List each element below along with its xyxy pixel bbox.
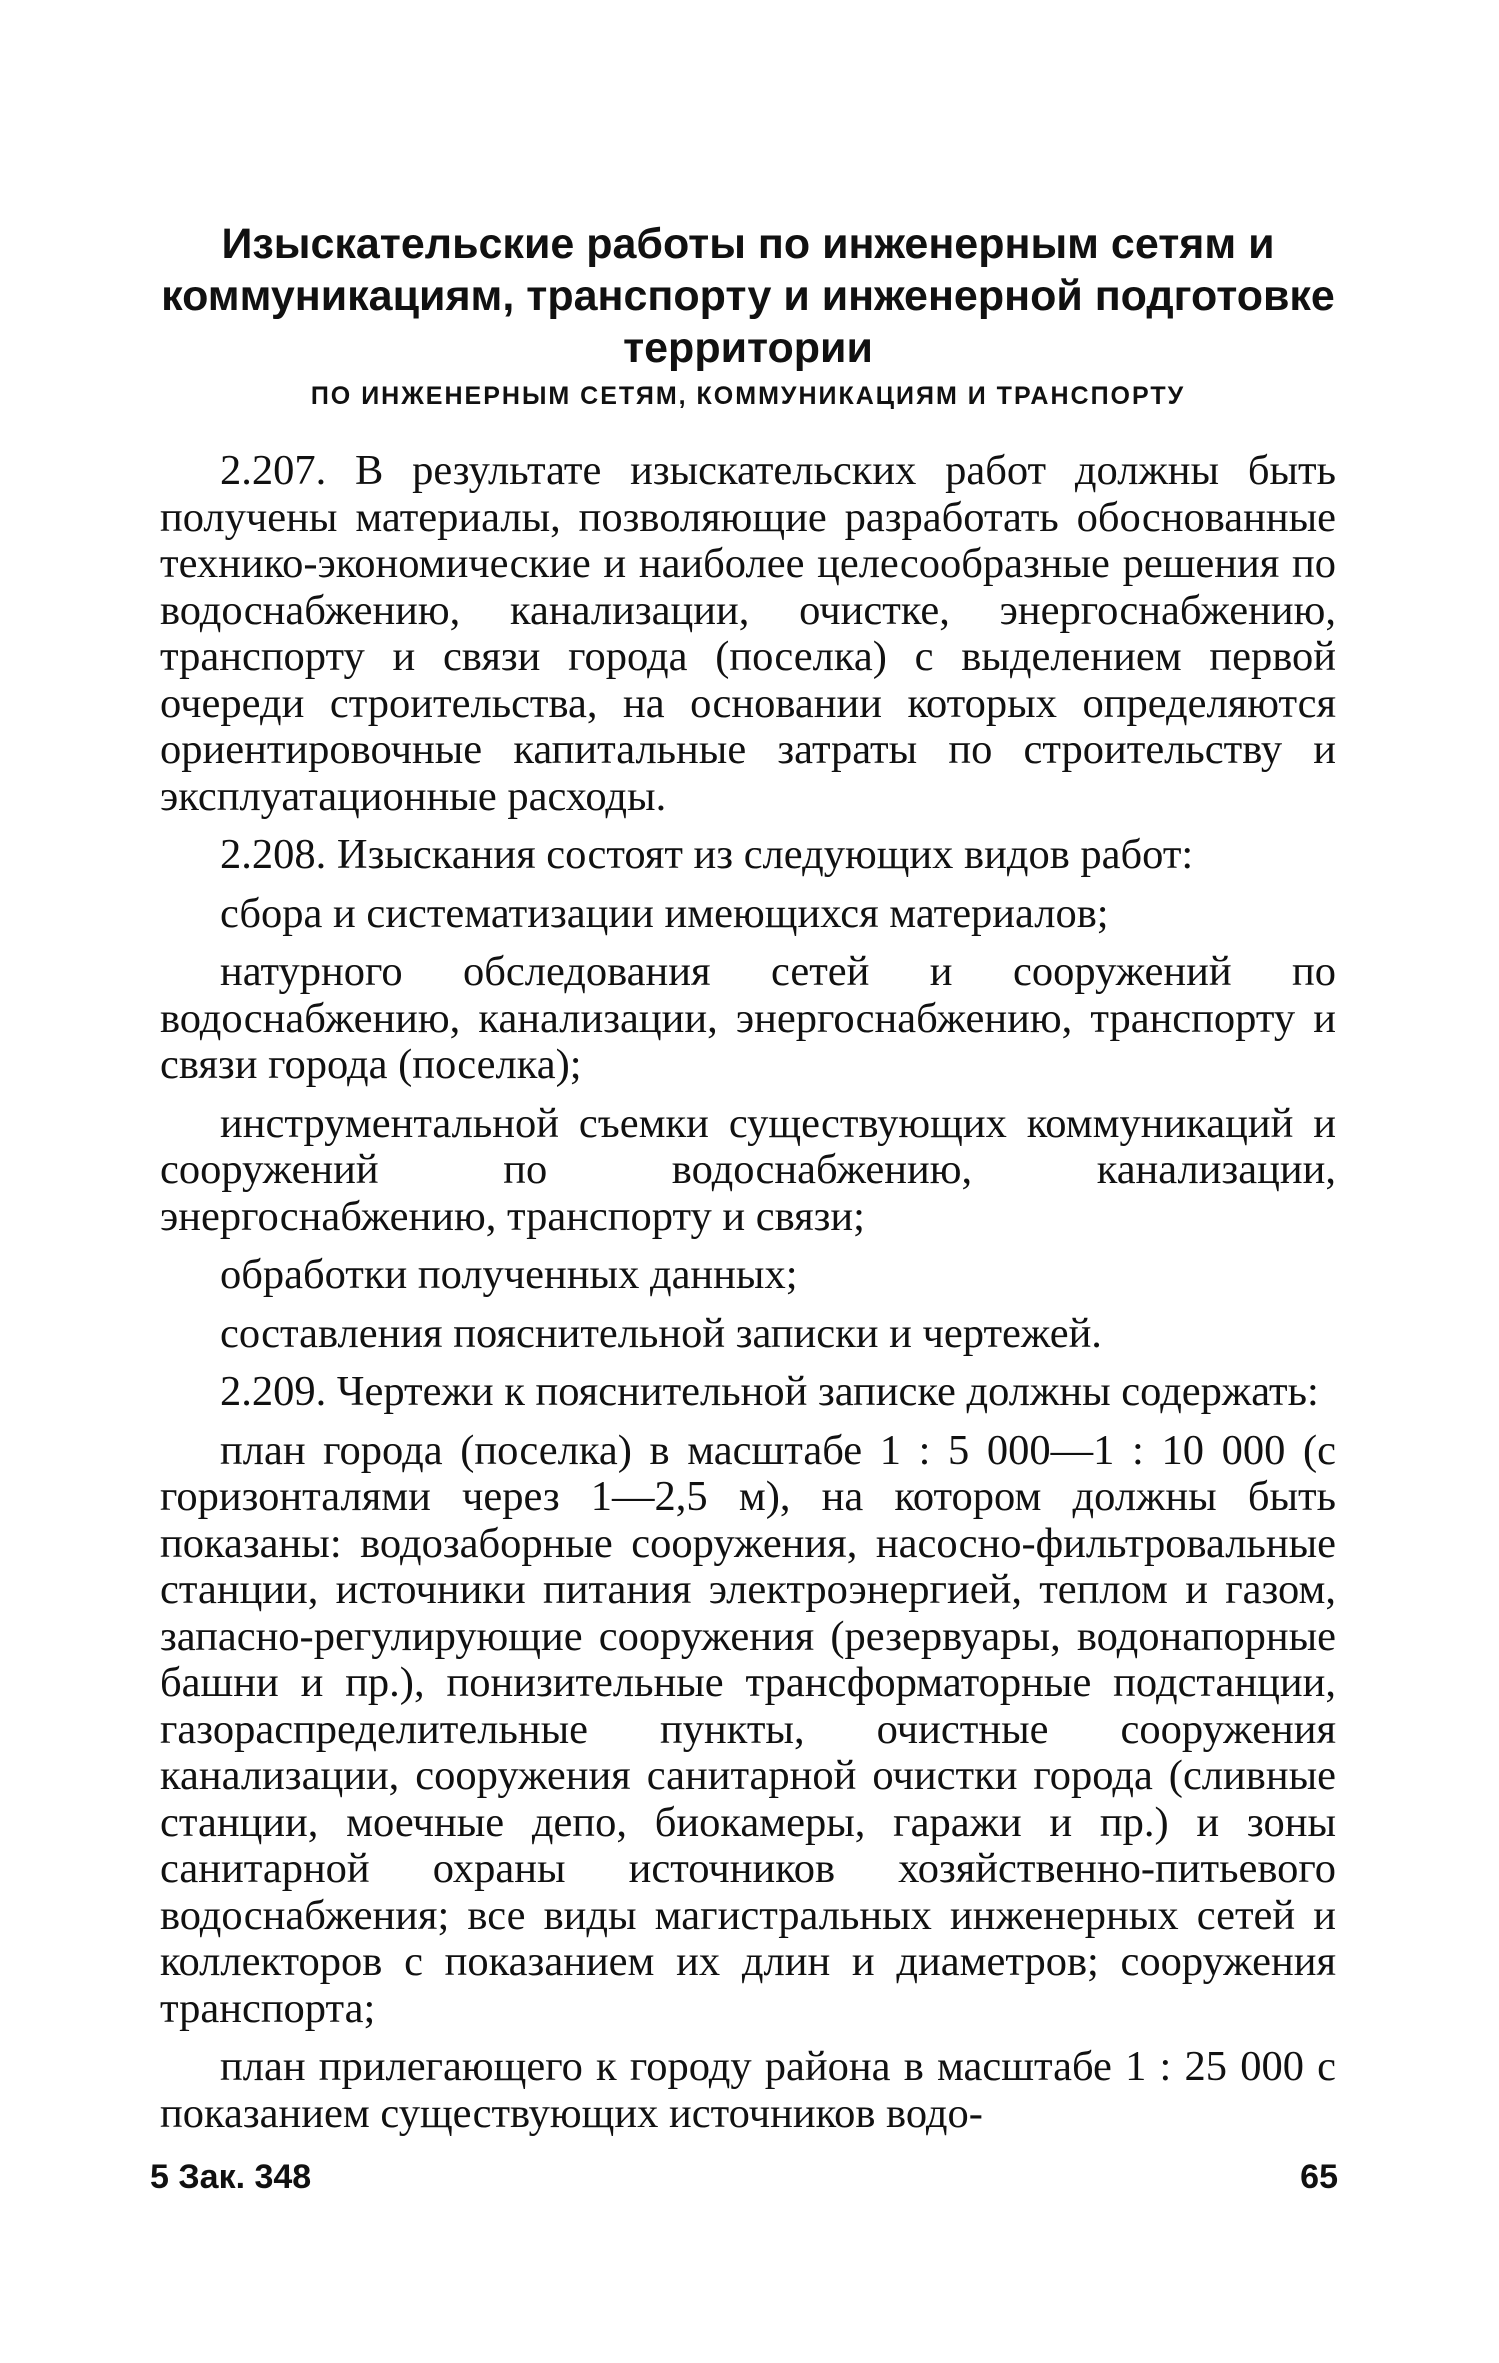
list-item: план прилегающего к городу района в масштабе 1 : 25 000 с показанием существующих источников водо- [160, 2043, 1336, 2137]
paragraph-2-209: 2.209. Чертежи к пояснительной записке должны содержать: [220, 1368, 1319, 1415]
page-footer [150, 2158, 1338, 2197]
section-subtitle: ПО ИНЖЕНЕРНЫМ СЕТЯМ, КОММУНИКАЦИЯМ И ТРАНСПОРТУ [310, 382, 1186, 410]
printer-signature: 5 Зак. 348 [150, 2158, 312, 2196]
section-title: Изыскательские работы по инженерным сетям и коммуникациям, транспорту и инженерной подготовке территории [161, 220, 1335, 372]
list-item: обработки полученных данных; [220, 1251, 798, 1298]
list-item: план города (поселка) в масштабе 1 : 5 000—1 : 10 000 (с горизонталями через 1—2,5 м), на котором должны быть показаны: водозаборные сооружения, насосно-фильтровальные станции, источники питания электроэнергией, теплом и газом, запасно-регулирующие сооружения (резервуары, водонапорные башни и пр.), понизительные трансформаторные подстанции, газораспределительные пункты, очистные сооружения канализации, сооружения санитарной очистки города (сливные станции, моечные депо, биокамеры, гаражи и пр.) и зоны санитарной охраны источников хозяйственно-питьевого водоснабжения; все виды магистральных инженерных сетей и коллекторов с показанием их длин и диаметров; сооружения транспорта; [160, 1426, 1336, 2032]
paragraph-2-207: 2.207. В результате изыскательских работ должны быть получены материалы, позволяющие разработать обоснованные технико-экономические и наиболее целесообразные решения по водоснабжению, канализации, очистке, энергоснабжению, транспорту и связи города (поселка) с выделением первой очереди строительства, на основании которых определяются ориентировочные капитальные затраты по строительству и эксплуатационные расходы. [160, 447, 1336, 820]
page-number: 65 [1300, 2158, 1338, 2196]
paragraph-2-208: 2.208. Изыскания состоят из следующих видов работ: [220, 831, 1194, 878]
list-item: составления пояснительной записки и чертежей. [220, 1309, 1102, 1357]
list-item: натурного обследования сетей и сооружений по водоснабжению, канализации, энергоснабжению, транспорту и связи города (поселка); [160, 948, 1336, 1088]
list-item: сбора и систематизации имеющихся материалов; [220, 889, 1109, 937]
body-text [160, 448, 1336, 2149]
list-item: инструментальной съемки существующих коммуникаций и сооружений по водоснабжению, канализации, энергоснабжению, транспорту и связи; [160, 1099, 1336, 1240]
